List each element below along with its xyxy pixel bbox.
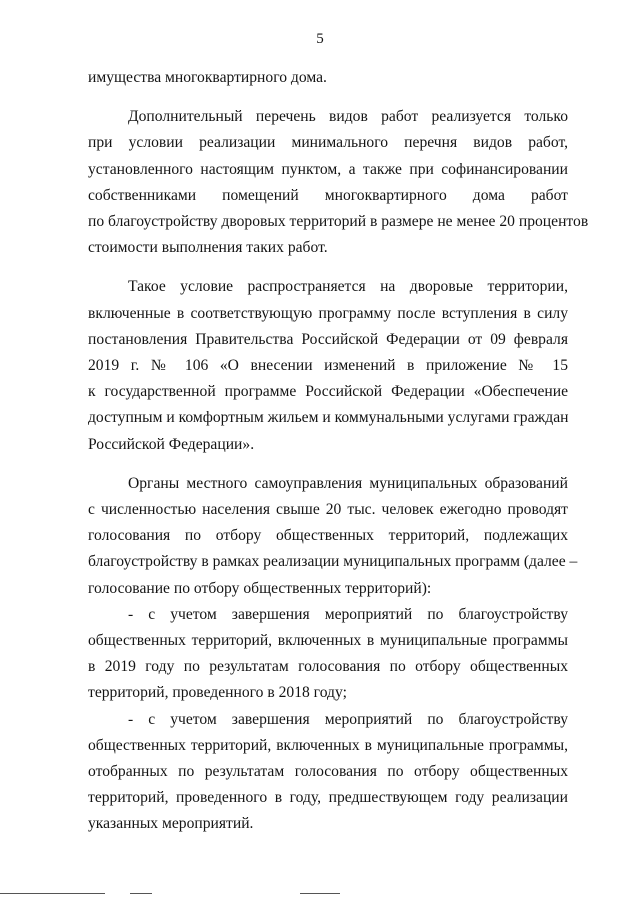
footer-rule (0, 893, 105, 894)
text-line: включенные в соответствующую программу после вступления в силу (88, 304, 568, 322)
text-line: территорий, проведенного в 2018 году; (88, 684, 347, 702)
text-line: указанных мероприятий. (88, 815, 254, 833)
text-line: Дополнительный перечень видов работ реализуется только (128, 108, 568, 126)
text-line: голосования по отбору общественных территорий, подлежащих (88, 527, 568, 545)
text-line: к государственной программе Российской Федерации «Обеспечение (88, 383, 568, 401)
text-line: при условии реализации минимального перечня видов работ, (88, 134, 568, 152)
text-line: 2019 г. № 106 «О внесении изменений в приложение № 15 (88, 357, 568, 375)
text-line: в 2019 году по результатам голосования по отбору общественных (88, 658, 568, 676)
text-line: установленного настоящим пунктом, а также при софинансировании (88, 160, 568, 178)
list-item-2 (88, 707, 568, 838)
text-line: территорий, проведенного в году, предшествующем году реализации (88, 789, 568, 807)
list-item-1 (88, 602, 568, 707)
document-body (88, 65, 589, 838)
text-line: постановления Правительства Российской Федерации от 09 февраля (88, 330, 568, 348)
text-line: стоимости выполнения таких работ. (88, 239, 328, 257)
text-line: собственниками помещений многоквартирного дома работ (88, 186, 568, 204)
paragraph-3 (88, 274, 568, 457)
text-line: благоустройству в рамках реализации муниципальных программ (далее – (88, 553, 578, 571)
text-line: отобранных по результатам голосования по отбору общественных (88, 763, 568, 781)
text-line: доступным и комфортным жильем и коммунальными услугами граждан (88, 409, 569, 427)
text-line: имущества многоквартирного дома. (88, 69, 327, 86)
text-line: Российской Федерации». (88, 435, 255, 453)
text-line: - с учетом завершения мероприятий по благоустройству (128, 605, 568, 623)
text-line: - с учетом завершения мероприятий по благоустройству (128, 710, 568, 728)
text-line: с численностью населения свыше 20 тыс. человек ежегодно проводят (88, 501, 568, 519)
text-line: Такое условие распространяется на дворовые территории, (128, 278, 568, 296)
text-line: по благоустройству дворовых территорий в размере не менее 20 процентов (88, 213, 589, 231)
paragraph-1 (88, 65, 568, 91)
text-line: общественных территорий, включенных в муниципальные программы (88, 632, 568, 650)
footer-rule (300, 893, 340, 894)
paragraph-4 (88, 471, 578, 602)
text-line: Органы местного самоуправления муниципальных образований (128, 474, 568, 492)
footer-rule (130, 893, 152, 894)
text-line: общественных территорий, включенных в муниципальные программы, (88, 736, 568, 754)
text-line: голосование по отбору общественных территорий): (88, 579, 432, 597)
page-number: 5 (316, 31, 324, 47)
paragraph-2 (88, 104, 589, 261)
